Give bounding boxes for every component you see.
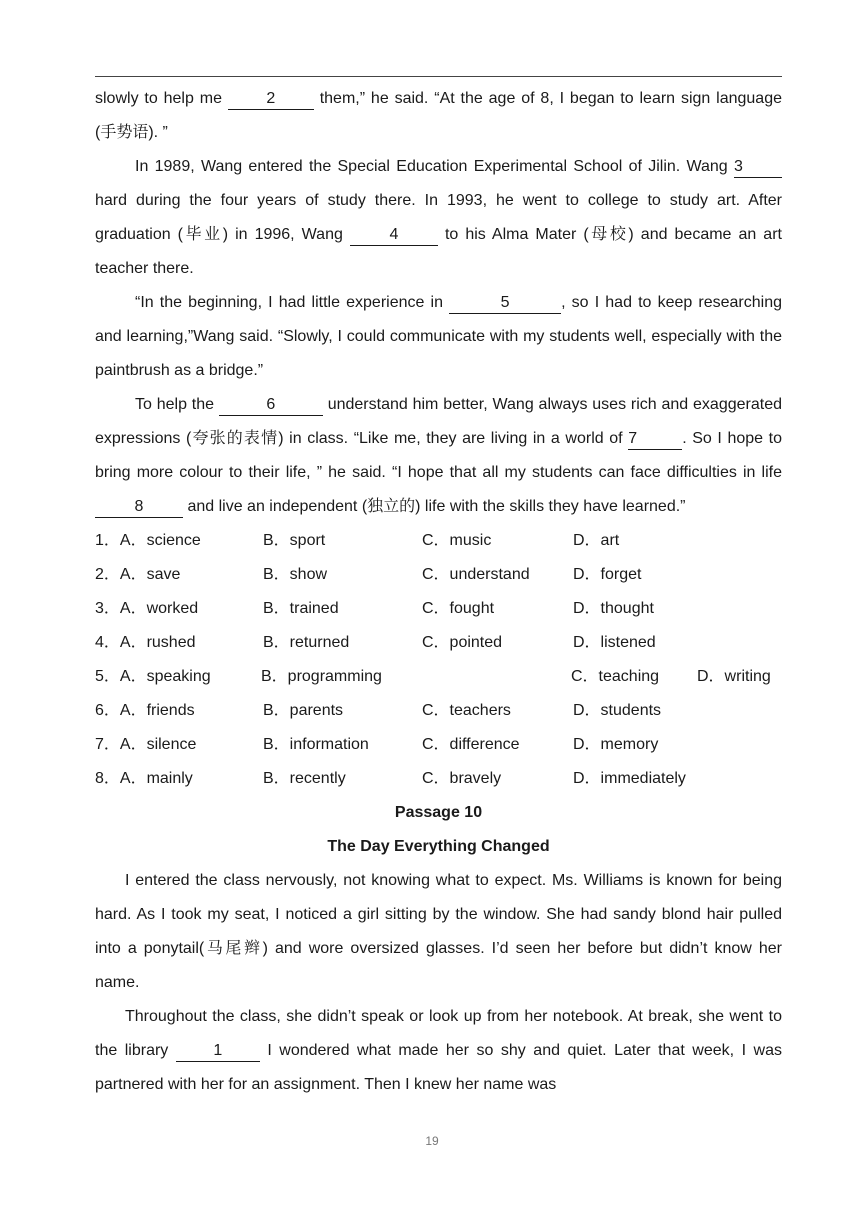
option-d: D．immediately (573, 770, 686, 787)
option-b: B．parents (263, 702, 344, 719)
text: and live an independent (独立的) life with the skills they have learned.” (183, 498, 686, 515)
blank-5: 5 (449, 293, 561, 314)
option-row-6 (95, 694, 782, 728)
blank-8: 8 (95, 497, 183, 518)
option-d: D．art (573, 532, 620, 549)
option-b: B．information (263, 736, 369, 753)
option-c: C．fought (422, 600, 495, 617)
option-c: C．pointed (422, 634, 503, 651)
text: I entered the class nervously, not knowing what to expect. Ms. Williams is known for being hard. As I took my seat, I noticed a girl sitting by the window. She had sandy blond hair pulled into a ponytail(马尾辫) and wore oversized glasses. I’d seen her before but didn’t know her name. (95, 872, 782, 991)
text: to his Alma Mater (母校) and became an art teacher there. (95, 226, 782, 277)
paragraph-6 (95, 1000, 782, 1102)
text: “In the beginning, I had little experience in (135, 294, 450, 311)
option-a: 1．A．science (95, 532, 201, 549)
option-a: 5．A．speaking (95, 668, 211, 685)
option-d: D．listened (573, 634, 656, 651)
option-d: D．memory (573, 736, 659, 753)
blank-1: 1 (176, 1041, 260, 1062)
option-c: C．teachers (422, 702, 511, 719)
option-a: 7．A．silence (95, 736, 197, 753)
text: hard during the four years of study there. In 1993, he went to college to study art. After graduation (毕业) in 1996, Wang (95, 192, 782, 243)
text: slowly to help me (95, 90, 228, 107)
text: understand him better, Wang always uses rich and exaggerated expressions (夸张的表情) in class. “Like me, they are living in a world of (95, 396, 782, 447)
text: , so I had to keep researching and learning,”Wang said. “Slowly, I could communicate with my students well, especially with the paintbrush as a bridge.” (95, 294, 783, 379)
paragraph-3 (95, 286, 782, 388)
text: I wondered what made her so shy and quiet. Later that week, I was partnered with her for an assignment. Then I knew her name was (95, 1042, 782, 1093)
document-body (95, 82, 782, 1102)
text: To help the (135, 396, 219, 413)
text: In 1989, Wang entered the Special Education Experimental School of Jilin. Wang (135, 158, 734, 175)
blank-2: 2 (228, 89, 314, 110)
option-a: 6．A．friends (95, 702, 195, 719)
option-b: B．sport (263, 532, 326, 549)
option-a: 3．A．worked (95, 600, 199, 617)
option-row-3 (95, 592, 782, 626)
option-row-8 (95, 762, 782, 796)
text: . So I hope to bring more colour to their life, ” he said. “I hope that all my students can face difficulties in life (95, 430, 782, 481)
paragraph-2 (95, 150, 782, 286)
option-row-5 (95, 660, 782, 694)
option-c: C．difference (422, 736, 520, 753)
option-b: B．returned (263, 634, 350, 651)
passage-title: The Day Everything Changed (327, 838, 550, 855)
blank-6: 6 (219, 395, 323, 416)
text: them,” he said. “At the age of 8, I began to learn sign language (手势语). ” (95, 90, 782, 141)
option-a: 8．A．mainly (95, 770, 193, 787)
option-b: B．show (263, 566, 328, 583)
option-b: B．recently (263, 770, 346, 787)
blank-7: 7 (628, 429, 682, 450)
option-row-4 (95, 626, 782, 660)
option-c: C．music (422, 532, 492, 549)
paragraph-1 (95, 82, 782, 150)
option-row-7 (95, 728, 782, 762)
header-rule (95, 76, 782, 77)
option-d: D．thought (573, 600, 654, 617)
option-d: D．writing (697, 668, 771, 685)
blank-4: 4 (350, 225, 438, 246)
option-a: 4．A．rushed (95, 634, 196, 651)
page-number: 19 (425, 1134, 439, 1148)
option-d: D．students (573, 702, 662, 719)
options-list (95, 524, 782, 796)
option-d: D．forget (573, 566, 642, 583)
option-b: B．programming (261, 668, 382, 685)
option-b: B．trained (263, 600, 339, 617)
paragraph-4 (95, 388, 782, 524)
option-c: C．understand (422, 566, 530, 583)
option-c: C．teaching (571, 668, 660, 685)
passage-label: Passage 10 (394, 804, 483, 821)
paragraph-5 (95, 864, 782, 1000)
option-a: 2．A．save (95, 566, 181, 583)
option-c: C．bravely (422, 770, 502, 787)
option-row-1 (95, 524, 782, 558)
option-row-2 (95, 558, 782, 592)
blank-3: 3 (734, 157, 782, 178)
text: Throughout the class, she didn’t speak or look up from her notebook. At break, she went to the library (95, 1008, 782, 1059)
